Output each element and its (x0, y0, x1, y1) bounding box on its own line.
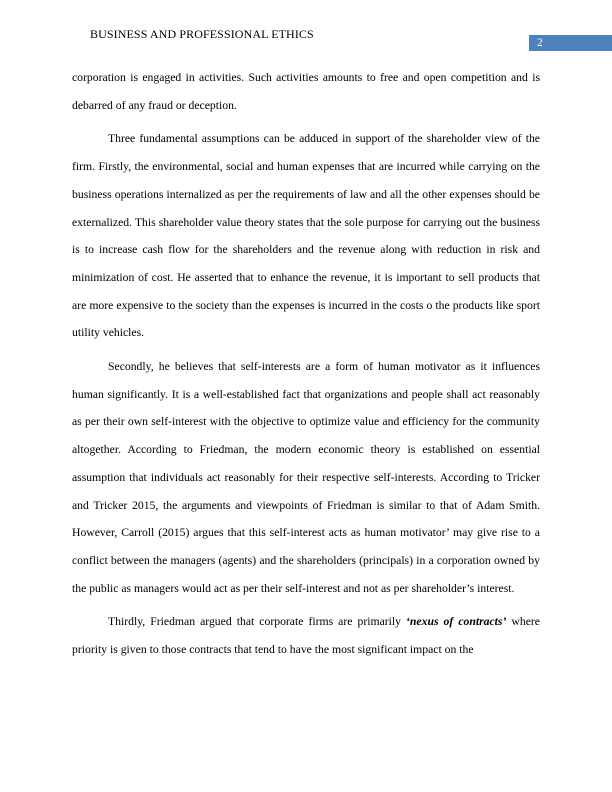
page-number: 2 (529, 35, 612, 51)
paragraph-4-rest: where priority is given to those contracts that tend to have the most significant impact on the (72, 615, 540, 657)
paragraph-4 (72, 608, 540, 663)
paragraph-3: Secondly, he believes that self-interests are a form of human motivator as it influences human significantly. It is a well-established fact that organizations and people shall act reasonably as per their own self-interest with the objective to optimize value and efficiency for the community altogether. According to Friedman, the modern economic theory is established on essential assumption that individuals act reasonably for their respective self-interests. According to Tricker and Tricker 2015, the arguments and viewpoints of Friedman is similar to that of Adam Smith. However, Carroll (2015) argues that this self-interest acts as human motivator’ may give rise to a conflict between the managers (agents) and the shareholders (principals) in a corporation owned by the public as managers would act as per their self-interest and not as per shareholder’s interest. (72, 360, 540, 595)
paragraph-1: corporation is engaged in activities. Such activities amounts to free and open competition and is debarred of any fraud or deception. (72, 71, 540, 112)
running-header: BUSINESS AND PROFESSIONAL ETHICS (90, 27, 314, 41)
document-body (72, 64, 540, 670)
paragraph-2: Three fundamental assumptions can be adduced in support of the shareholder view of the firm. Firstly, the environmental, social and human expenses that are incurred while carrying on the business operations internalized as per the requirements of law and all the other expenses should be externalized. This shareholder value theory states that the sole purpose for carrying out the business is to increase cash flow for the shareholders and the revenue along with reduction in risk and minimization of cost. He asserted that to enhance the revenue, it is important to sell products that are more expensive to the society than the expenses is incurred in the costs o the products like sport utility vehicles. (72, 132, 540, 340)
nexus-of-contracts-emphasis: ‘nexus of contracts’ (406, 615, 507, 629)
paragraph-4-lead: Thirdly, Friedman argued that corporate firms are primarily (108, 615, 407, 629)
